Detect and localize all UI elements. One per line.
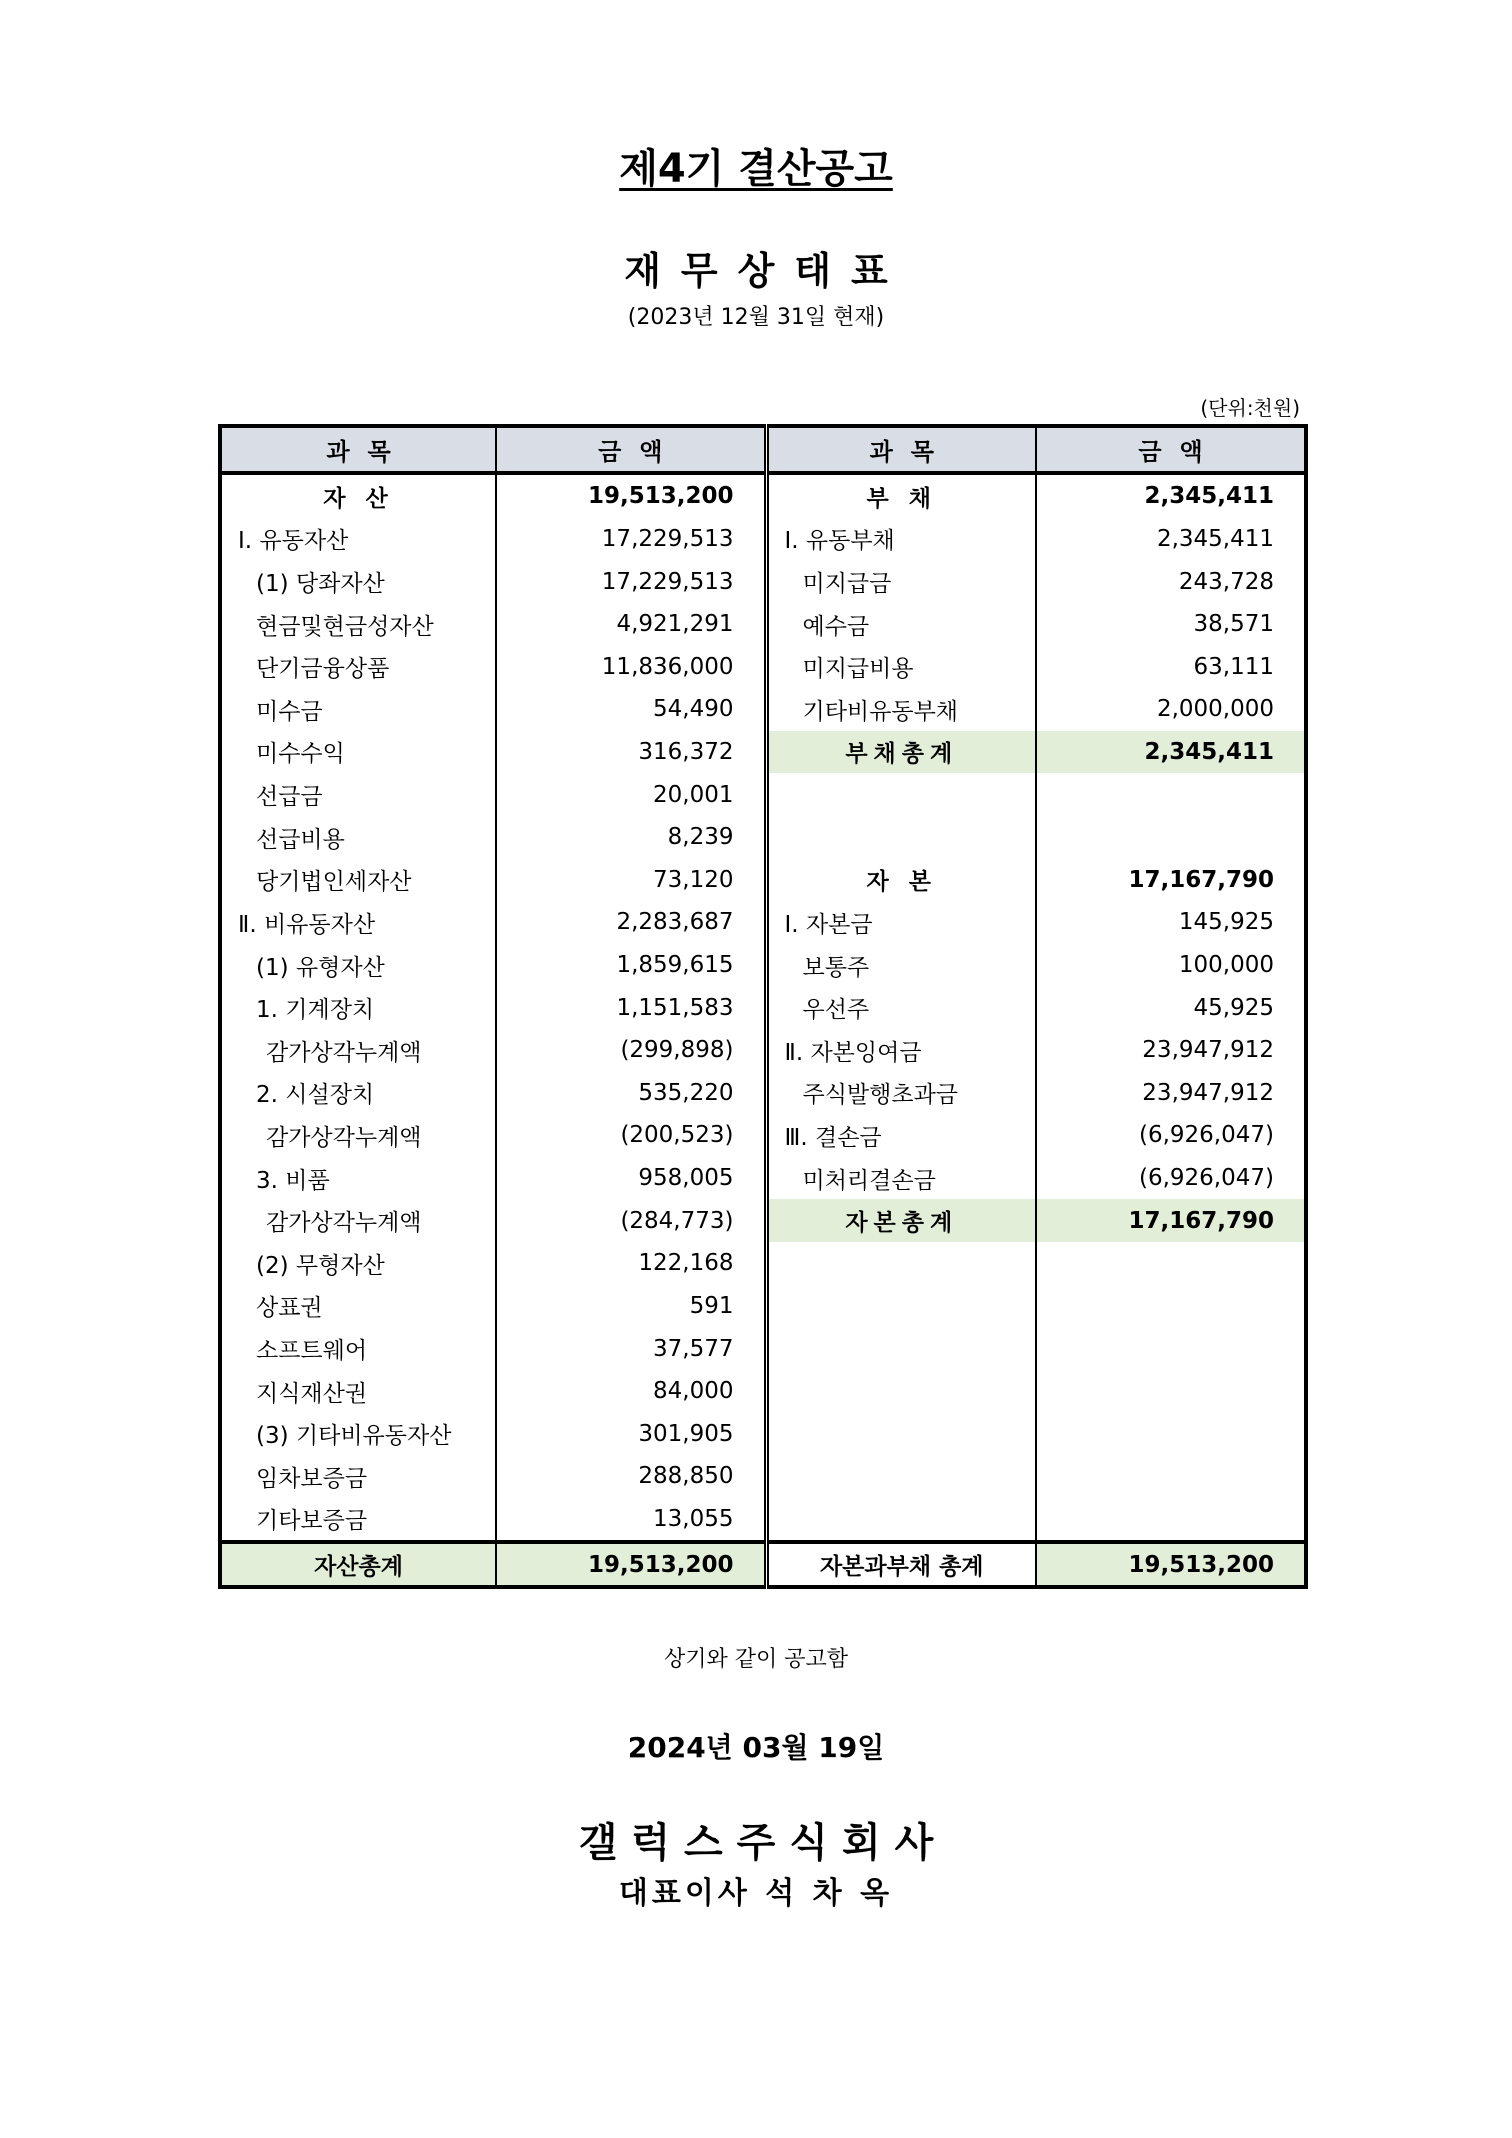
left-account-cell: 2. 시설장치 — [220, 1072, 496, 1115]
notice-date: 2024년 03월 19일 — [627, 1731, 885, 1764]
table-row — [220, 816, 1306, 859]
left-account-cell: 단기금융상품 — [220, 645, 496, 688]
table-row — [220, 731, 1306, 774]
left-amount-cell: 958,005 — [496, 1157, 766, 1200]
total-assets-label: 자산총계 — [220, 1542, 496, 1587]
left-account-cell: 감가상각누계액 — [220, 1199, 496, 1242]
right-account-cell — [766, 1242, 1036, 1285]
header-amount-right: 금액 — [1036, 426, 1306, 473]
right-account-cell: 부 채 — [766, 473, 1036, 518]
left-amount-cell: 591 — [496, 1285, 766, 1328]
table-row — [220, 518, 1306, 561]
left-amount-cell: 37,577 — [496, 1327, 766, 1370]
table-row — [220, 473, 1306, 518]
left-amount-cell: 17,229,513 — [496, 560, 766, 603]
table-row — [220, 603, 1306, 646]
right-account-cell — [766, 816, 1036, 859]
right-amount-cell: 243,728 — [1178, 568, 1274, 595]
right-amount-cell: 17,167,790 — [1128, 866, 1274, 893]
right-amount-cell: 2,345,411 — [1156, 525, 1274, 552]
right-account-cell: 자 본 — [766, 859, 1036, 902]
left-account-cell: 3. 비품 — [220, 1157, 496, 1200]
right-account-cell: 보통주 — [766, 944, 1036, 987]
right-amount-cell: 100,000 — [1178, 952, 1274, 979]
ceo-name: 대표이사 석 차 옥 — [618, 1876, 894, 1911]
left-account-cell: 미수금 — [220, 688, 496, 731]
total-liabilities-equity-label: 자본과부채 총계 — [766, 1542, 1036, 1587]
right-account-cell: 우선주 — [766, 986, 1036, 1029]
left-amount-cell: 4,921,291 — [496, 603, 766, 646]
right-amount-cell: 17,167,790 — [1036, 1199, 1306, 1242]
right-amount-cell — [1036, 1455, 1306, 1498]
table-row — [220, 859, 1306, 902]
right-amount-cell: 23,947,912 — [1142, 1037, 1274, 1064]
right-account-cell: 미지급금 — [766, 560, 1036, 603]
header-account-right: 과목 — [766, 426, 1036, 473]
table-row — [220, 1114, 1306, 1157]
right-amount-cell: (6,926,047) — [1138, 1122, 1274, 1149]
left-amount-cell: 1,859,615 — [496, 944, 766, 987]
right-amount-cell: 2,345,411 — [1144, 483, 1274, 510]
right-account-cell: 미지급비용 — [766, 645, 1036, 688]
right-amount-cell: 145,925 — [1178, 909, 1274, 936]
header-account-left: 과목 — [220, 426, 496, 473]
left-amount-cell: 84,000 — [496, 1370, 766, 1413]
right-amount-cell — [1036, 816, 1306, 859]
left-account-cell: 지식재산권 — [220, 1370, 496, 1413]
left-account-cell: 소프트웨어 — [220, 1327, 496, 1370]
right-account-cell: Ⅰ. 유동부채 — [766, 518, 1036, 561]
left-amount-cell: (299,898) — [496, 1029, 766, 1072]
table-row — [220, 901, 1306, 944]
left-account-cell: 상표권 — [220, 1285, 496, 1328]
left-amount-cell: 8,239 — [496, 816, 766, 859]
right-account-cell — [766, 1327, 1036, 1370]
table-row — [220, 773, 1306, 816]
left-amount-cell: 122,168 — [496, 1242, 766, 1285]
right-account-cell: 예수금 — [766, 603, 1036, 646]
left-amount-cell: 20,001 — [496, 773, 766, 816]
unit-label: (단위:천원) — [1200, 396, 1300, 420]
left-account-cell: 미수수익 — [220, 731, 496, 774]
right-account-cell: 미처리결손금 — [766, 1157, 1036, 1200]
right-amount-cell — [1036, 1412, 1306, 1455]
table-row — [220, 1412, 1306, 1455]
left-amount-cell: 535,220 — [496, 1072, 766, 1115]
right-amount-cell: 2,345,411 — [1036, 731, 1306, 774]
right-account-cell — [766, 1285, 1036, 1328]
left-amount-cell: 54,490 — [496, 688, 766, 731]
right-amount-cell: (6,926,047) — [1138, 1165, 1274, 1192]
table-row — [220, 1285, 1306, 1328]
right-amount-cell: 45,925 — [1193, 994, 1274, 1021]
right-account-cell — [766, 1412, 1036, 1455]
left-account-cell: Ⅰ. 유동자산 — [220, 518, 496, 561]
table-row — [220, 1455, 1306, 1498]
left-amount-cell: 17,229,513 — [496, 518, 766, 561]
right-amount-cell — [1036, 773, 1306, 816]
closing-text: 상기와 같이 공고함 — [663, 1647, 848, 1672]
header-amount-left: 금액 — [496, 426, 766, 473]
total-assets-amount: 19,513,200 — [496, 1542, 766, 1587]
table-row — [220, 944, 1306, 987]
right-account-cell: Ⅲ. 결손금 — [766, 1114, 1036, 1157]
right-account-cell: 주식발행초과금 — [766, 1072, 1036, 1115]
right-account-cell: 기타비유동부채 — [766, 688, 1036, 731]
table-row — [220, 688, 1306, 731]
left-account-cell: 1. 기계장치 — [220, 986, 496, 1029]
table-row — [220, 1199, 1306, 1242]
table-row — [220, 1072, 1306, 1115]
left-account-cell: (2) 무형자산 — [220, 1242, 496, 1285]
right-amount-cell — [1036, 1370, 1306, 1413]
right-amount-cell — [1036, 1498, 1306, 1543]
left-account-cell: 감가상각누계액 — [220, 1114, 496, 1157]
left-amount-cell: 301,905 — [496, 1412, 766, 1455]
left-amount-cell: 316,372 — [496, 731, 766, 774]
report-title: 재무상태표 — [624, 249, 908, 293]
right-account-cell: Ⅰ. 자본금 — [766, 901, 1036, 944]
left-amount-cell: 11,836,000 — [496, 645, 766, 688]
table-row — [220, 986, 1306, 1029]
right-account-cell — [766, 1498, 1036, 1543]
left-amount-cell: 1,151,583 — [496, 986, 766, 1029]
left-amount-cell: (284,773) — [496, 1199, 766, 1242]
left-account-cell: Ⅱ. 비유동자산 — [220, 901, 496, 944]
total-liabilities-equity-amount: 19,513,200 — [1036, 1542, 1306, 1587]
left-account-cell: 감가상각누계액 — [220, 1029, 496, 1072]
right-account-cell: 부채총계 — [766, 731, 1036, 774]
left-amount-cell: (200,523) — [496, 1114, 766, 1157]
right-amount-cell — [1036, 1285, 1306, 1328]
right-amount-cell: 23,947,912 — [1142, 1079, 1274, 1106]
table-row — [220, 1498, 1306, 1543]
left-account-cell: 자 산 — [220, 473, 496, 518]
table-row — [220, 1370, 1306, 1413]
right-amount-cell: 63,111 — [1193, 653, 1274, 680]
left-amount-cell: 2,283,687 — [496, 901, 766, 944]
table-row — [220, 645, 1306, 688]
left-account-cell: 당기법인세자산 — [220, 859, 496, 902]
left-amount-cell: 288,850 — [496, 1455, 766, 1498]
table-row — [220, 1327, 1306, 1370]
left-account-cell: (3) 기타비유동자산 — [220, 1412, 496, 1455]
table-header-row — [220, 426, 1306, 473]
company-name: 갤럭스주식회사 — [578, 1820, 948, 1866]
left-account-cell: 선급비용 — [220, 816, 496, 859]
table-row — [220, 1029, 1306, 1072]
right-account-cell: 자본총계 — [766, 1199, 1036, 1242]
right-account-cell — [766, 773, 1036, 816]
left-amount-cell: 13,055 — [496, 1498, 766, 1543]
left-account-cell: 기타보증금 — [220, 1498, 496, 1543]
document-title: 제4기 결산공고 — [619, 146, 893, 192]
left-amount-cell: 19,513,200 — [496, 473, 766, 518]
right-account-cell — [766, 1455, 1036, 1498]
left-account-cell: (1) 유형자산 — [220, 944, 496, 987]
table-row — [220, 1157, 1306, 1200]
left-account-cell: (1) 당좌자산 — [220, 560, 496, 603]
report-date: (2023년 12월 31일 현재) — [627, 305, 885, 330]
left-account-cell: 임차보증금 — [220, 1455, 496, 1498]
left-account-cell: 선급금 — [220, 773, 496, 816]
left-account-cell: 현금및현금성자산 — [220, 603, 496, 646]
right-amount-cell: 38,571 — [1193, 611, 1274, 638]
right-account-cell — [766, 1370, 1036, 1413]
left-amount-cell: 73,120 — [496, 859, 766, 902]
right-amount-cell: 2,000,000 — [1156, 696, 1274, 723]
table-row — [220, 1242, 1306, 1285]
totals-row — [220, 1542, 1306, 1587]
right-amount-cell — [1036, 1327, 1306, 1370]
right-account-cell: Ⅱ. 자본잉여금 — [766, 1029, 1036, 1072]
balance-sheet-table — [218, 424, 1308, 1589]
table-row — [220, 560, 1306, 603]
right-amount-cell — [1036, 1242, 1306, 1285]
